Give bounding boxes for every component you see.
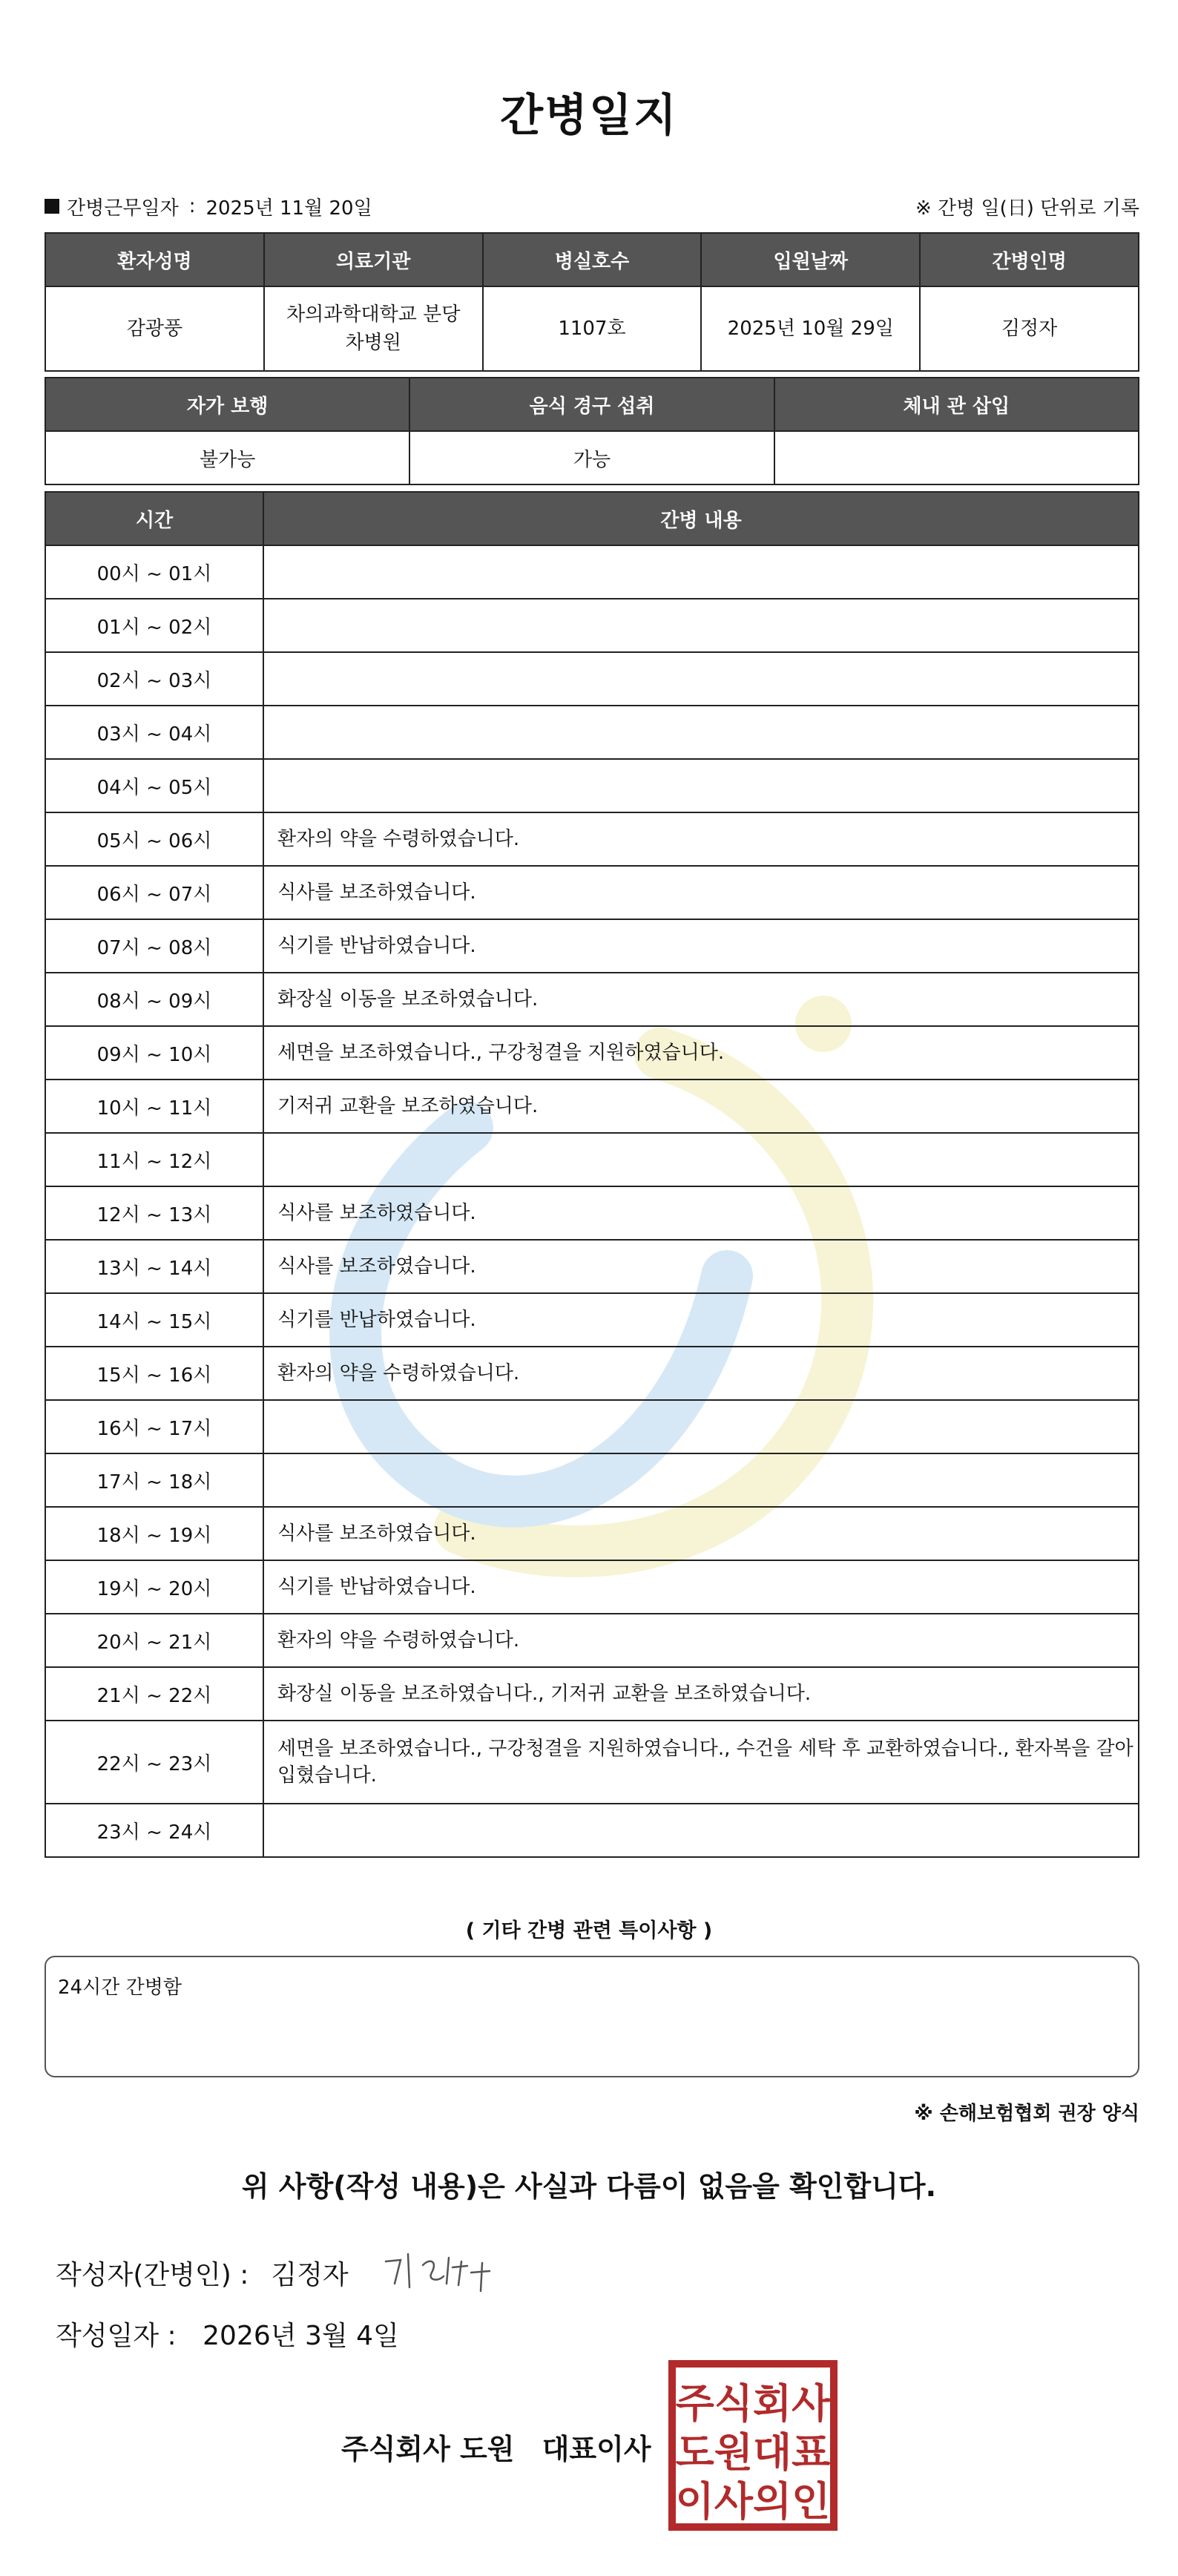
log-time: 15시 ~ 16시 xyxy=(45,1347,263,1400)
log-content: 식기를 반납하였습니다. xyxy=(263,919,1139,973)
table-row xyxy=(45,1186,1139,1240)
table-row xyxy=(45,1347,1139,1400)
log-content xyxy=(263,1453,1139,1507)
work-date-separator: : xyxy=(188,195,196,217)
log-time: 05시 ~ 06시 xyxy=(45,812,263,866)
patient-info-table xyxy=(45,232,1139,372)
log-time: 01시 ~ 02시 xyxy=(45,599,263,652)
table-row xyxy=(45,812,1139,866)
log-time: 04시 ~ 05시 xyxy=(45,759,263,812)
table-row xyxy=(45,919,1139,973)
log-content xyxy=(263,652,1139,706)
log-content: 환자의 약을 수령하였습니다. xyxy=(263,1347,1139,1400)
header-care-content: 간병 내용 xyxy=(263,492,1139,545)
log-content: 식기를 반납하였습니다. xyxy=(263,1560,1139,1614)
table-row xyxy=(45,1614,1139,1667)
document-title: 간병일지 xyxy=(500,90,678,142)
table-row xyxy=(45,1453,1139,1507)
header-tube-insertion: 체내 관 삽입 xyxy=(774,378,1139,431)
company-signature-line xyxy=(341,2426,669,2467)
log-time: 17시 ~ 18시 xyxy=(45,1453,263,1507)
square-bullet-icon xyxy=(45,199,59,214)
log-time: 08시 ~ 09시 xyxy=(45,973,263,1026)
patient-name: 감광풍 xyxy=(45,286,264,371)
log-time: 00시 ~ 01시 xyxy=(45,545,263,599)
company-name: 주식회사 도원 xyxy=(341,2433,515,2465)
notes-text: 24시간 간병함 xyxy=(58,1977,182,1999)
confirmation-statement: 위 사항(작성 내용)은 사실과 다름이 없음을 확인합니다. xyxy=(241,2170,937,2203)
log-time: 20시 ~ 21시 xyxy=(45,1614,263,1667)
log-time: 23시 ~ 24시 xyxy=(45,1804,263,1857)
log-content xyxy=(263,1133,1139,1186)
header-time: 시간 xyxy=(45,492,263,545)
log-content xyxy=(263,599,1139,652)
admission-date: 2025년 10월 29일 xyxy=(701,286,920,371)
header-hospital: 의료기관 xyxy=(264,233,483,286)
table-row xyxy=(45,652,1139,706)
form-note: ※ 손해보험협회 권장 양식 xyxy=(914,2103,1139,2125)
svg-text:이사의인: 이사의인 xyxy=(675,2478,831,2525)
written-date-row xyxy=(56,2315,399,2353)
writer-name: 김정자 xyxy=(271,2259,349,2290)
log-content: 식사를 보조하였습니다. xyxy=(263,1240,1139,1293)
log-time: 18시 ~ 19시 xyxy=(45,1507,263,1560)
notes-title: ( 기타 간병 관련 특이사항 ) xyxy=(465,1919,713,1942)
notes-box xyxy=(45,1956,1139,2077)
log-time: 10시 ~ 11시 xyxy=(45,1080,263,1133)
subheader-row xyxy=(45,191,1139,221)
header-room: 병실호수 xyxy=(483,233,702,286)
log-content: 세면을 보조하였습니다., 구강청결을 지원하였습니다. xyxy=(263,1026,1139,1080)
log-content xyxy=(263,706,1139,759)
log-time: 12시 ~ 13시 xyxy=(45,1186,263,1240)
log-content: 식사를 보조하였습니다. xyxy=(263,1186,1139,1240)
writer-label: 작성자(간병인) : xyxy=(56,2259,249,2290)
svg-text:주식회사: 주식회사 xyxy=(675,2380,831,2427)
log-content: 식사를 보조하였습니다. xyxy=(263,866,1139,919)
log-content: 기저귀 교환을 보조하였습니다. xyxy=(263,1080,1139,1133)
table-row xyxy=(45,1240,1139,1293)
date-label: 작성일자 : xyxy=(56,2321,177,2351)
log-time: 13시 ~ 14시 xyxy=(45,1240,263,1293)
header-admission-date: 입원날짜 xyxy=(701,233,920,286)
table-row xyxy=(45,1507,1139,1560)
log-content: 환자의 약을 수령하였습니다. xyxy=(263,812,1139,866)
room-number: 1107호 xyxy=(483,286,702,371)
patient-status-table xyxy=(45,377,1139,485)
company-seal-stamp xyxy=(668,2359,838,2531)
table-row xyxy=(45,1080,1139,1133)
header-patient-name: 환자성명 xyxy=(45,233,264,286)
writer-row xyxy=(56,2247,497,2299)
table-row xyxy=(45,866,1139,919)
table-row xyxy=(45,1560,1139,1614)
table-row xyxy=(45,1721,1139,1804)
table-row xyxy=(45,1026,1139,1080)
log-time: 06시 ~ 07시 xyxy=(45,866,263,919)
log-content xyxy=(263,1400,1139,1453)
table-row xyxy=(45,545,1139,599)
table-row xyxy=(45,1804,1139,1857)
company-role: 대표이사 xyxy=(542,2433,651,2465)
oral-intake-value: 가능 xyxy=(409,431,774,484)
log-time: 11시 ~ 12시 xyxy=(45,1133,263,1186)
table-row xyxy=(45,1400,1139,1453)
handwritten-signature xyxy=(378,2247,497,2299)
caregiver-name: 김정자 xyxy=(920,286,1139,371)
table-row xyxy=(45,706,1139,759)
table-row xyxy=(45,1133,1139,1186)
table-row xyxy=(45,599,1139,652)
record-unit-note: ※ 간병 일(日) 단위로 기록 xyxy=(915,197,1139,220)
work-date-value: 2025년 11월 20일 xyxy=(205,197,372,220)
log-time: 09시 ~ 10시 xyxy=(45,1026,263,1080)
log-time: 03시 ~ 04시 xyxy=(45,706,263,759)
table-row xyxy=(45,1667,1139,1721)
table-row xyxy=(45,973,1139,1026)
log-time: 22시 ~ 23시 xyxy=(45,1721,263,1804)
header-self-walking: 자가 보행 xyxy=(45,378,409,431)
log-time: 19시 ~ 20시 xyxy=(45,1560,263,1614)
log-time: 16시 ~ 17시 xyxy=(45,1400,263,1453)
table-row xyxy=(45,759,1139,812)
tube-insertion-value xyxy=(774,431,1139,484)
log-content xyxy=(263,759,1139,812)
log-content: 화장실 이동을 보조하였습니다., 기저귀 교환을 보조하였습니다. xyxy=(263,1667,1139,1721)
log-content: 식사를 보조하였습니다. xyxy=(263,1507,1139,1560)
log-content: 환자의 약을 수령하였습니다. xyxy=(263,1614,1139,1667)
table-row xyxy=(45,1293,1139,1347)
svg-text:도원대표: 도원대표 xyxy=(675,2429,831,2476)
care-log-table xyxy=(45,491,1139,1858)
header-oral-intake: 음식 경구 섭취 xyxy=(409,378,774,431)
log-content: 화장실 이동을 보조하였습니다. xyxy=(263,973,1139,1026)
log-content xyxy=(263,1804,1139,1857)
hospital-name: 차의과학대학교 분당 차병원 xyxy=(264,286,483,371)
work-date-label: 간병근무일자 xyxy=(67,197,179,220)
log-time: 14시 ~ 15시 xyxy=(45,1293,263,1347)
date-value: 2026년 3월 4일 xyxy=(203,2321,399,2351)
log-time: 07시 ~ 08시 xyxy=(45,919,263,973)
self-walking-value: 불가능 xyxy=(45,431,409,484)
log-time: 21시 ~ 22시 xyxy=(45,1667,263,1721)
log-time: 02시 ~ 03시 xyxy=(45,652,263,706)
log-content: 세면을 보조하였습니다., 구강청결을 지원하였습니다., 수건을 세탁 후 교환하였습니다., 환자복을 갈아입혔습니다. xyxy=(263,1721,1139,1804)
header-caregiver-name: 간병인명 xyxy=(920,233,1139,286)
log-content: 식기를 반납하였습니다. xyxy=(263,1293,1139,1347)
log-content xyxy=(263,545,1139,599)
